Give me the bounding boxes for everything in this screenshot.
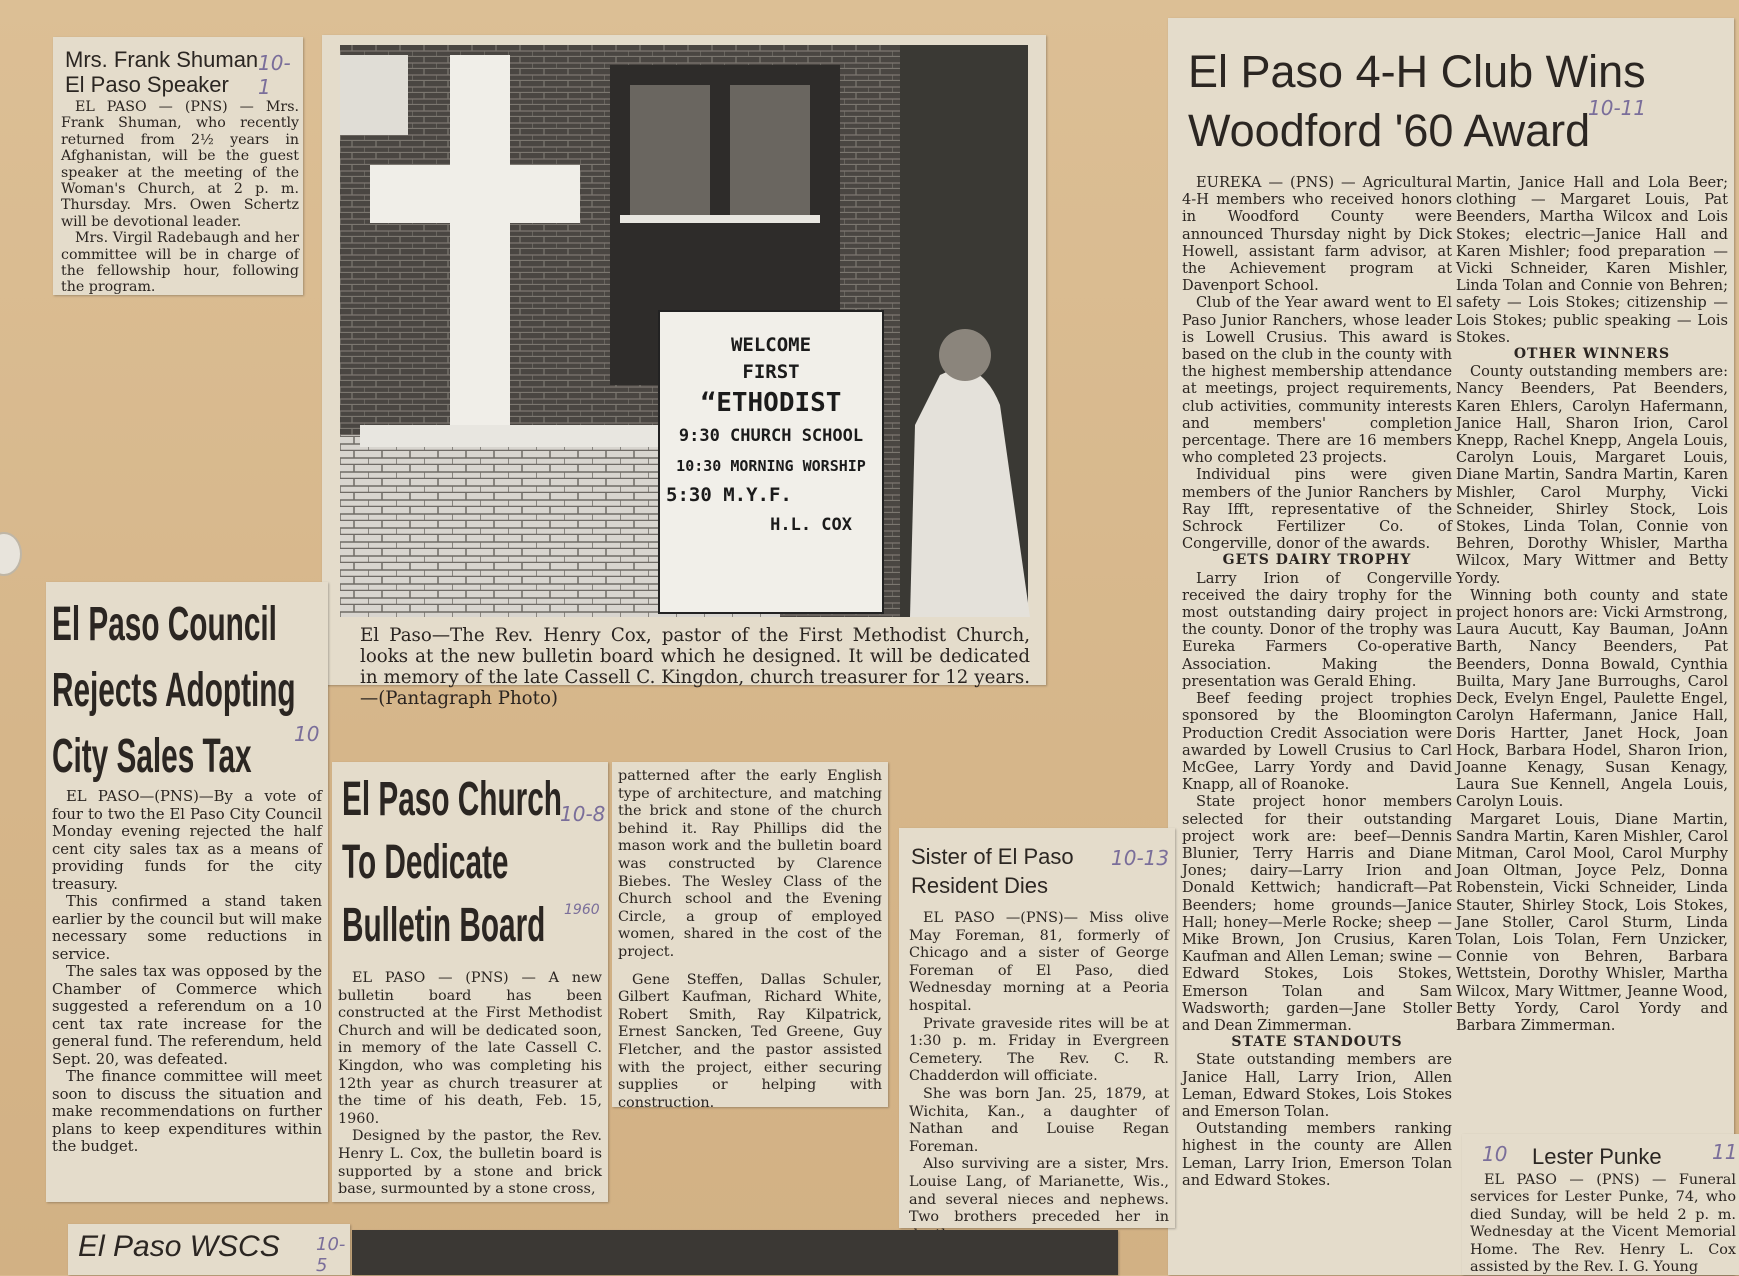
headline-line: El Paso Church (342, 773, 562, 826)
paragraph: The finance committee will meet soon to discuss the situation and make recommendations on further plans to keep expenditures within the budget. (52, 1068, 322, 1155)
headline (1188, 42, 1646, 160)
headline-line: Sister of El Paso (911, 844, 1074, 869)
sign-line: WELCOME (730, 334, 812, 356)
paragraph: Mrs. Virgil Radebaugh and her committee will be in charge of the fellowship hour, following the program. (61, 230, 299, 296)
paragraph: patterned after the early English type of architecture, and matching the brick and stone of the church behind it. Ray Phillips did the mason work and the bulletin board was constructed by Clarence Biebes. The Wesley Class of the Church school and the Evening Circle, a group of employed women, shared in the cost of the project. (618, 768, 882, 960)
headline-line: To Dedicate (342, 836, 509, 889)
paragraph: EUREKA — (PNS) — Agricultural 4-H members who received honors in Woodford County were announced Thursday night by Dick Howell, assistant farm advisor, at the Achievement program at Davenport School. (1182, 174, 1452, 295)
paragraph: Larry Irion of Congerville received the dairy trophy for the most outstanding dairy project in the county. Donor of the trophy was Eureka Farmers Co-operative Association. Making the presentation was Gerald Ehing. (1182, 569, 1452, 690)
clipping-wscs (68, 1224, 350, 1275)
sign-line: 10:30 MORNING WORSHIP (676, 457, 866, 475)
church-photo (340, 45, 1028, 617)
article-body: EL PASO — (PNS) — Funeral services for Lester Punke, 74, who died Sunday, will be held 2 p. m. Wednesday at the Vicent Memorial Home. The Rev. Henry L. Cox assisted by the Rev. I. G. Young (1470, 1172, 1736, 1276)
photo-caption: El Paso—The Rev. Henry Cox, pastor of the First Methodist Church, looks at the new bulletin board which he designed. It will be dedicated in memory of the late Cassell C. Kingdon, church treasurer for 12 years.—(Pantagraph Photo) (360, 625, 1030, 709)
handwritten-note: 1960 (564, 902, 600, 918)
bottom-photo-strip (352, 1230, 1118, 1275)
clipping-church (332, 762, 608, 1202)
headline (52, 592, 296, 790)
paragraph: Club of the Year award went to El Paso Junior Ranchers, whose leader is Lowell Crusius. This award is based on the club in the county with the highest membership attendance at meetings, project requirements, club activities, community interests and members' completion percentage. There are 16 members who completed 23 projects. (1182, 294, 1452, 467)
headline (342, 768, 562, 957)
handwritten-note: 10-8 (560, 802, 606, 826)
paragraph: Margaret Louis, Diane Martin, Sandra Martin, Karen Mishler, Carol Mitman, Carol Mool, Carol Murphy Joan Oltman, Joyce Pelz, Donna Robenstein, Vicki Schneider, Linda Stauter, Shirley Stock, Lois Stokes, Jane Stoller, Carol Sturm, Linda Tolan, Lois Tolan, Fern Unzicker, Connie von Behren, Barbara Wettstein, Dorothy Whisler, Martha Wilcox, Mary Wittmer, Jeanne Wood, Betty Yordy, Carol Yordy and Barbara Zimmerman. (1456, 810, 1728, 1034)
subheading: OTHER WINNERS (1513, 346, 1671, 363)
article-column (1456, 174, 1728, 1034)
sign-line: 9:30 CHURCH SCHOOL (678, 426, 864, 446)
headline (65, 47, 258, 97)
paragraph: Beef feeding project trophies sponsored by the Bloomington Production Credit Association were awarded by Lowell Crusius to Carl McGee, Larry Yordy and David Knapp, all of Roanoke. (1182, 690, 1452, 794)
handwritten-note: 10 (1482, 1142, 1508, 1166)
headline-line: Rejects Adopting (52, 664, 296, 717)
paragraph: Winning both county and state project honors are: Vicki Armstrong, Laura Aucutt, Kay Bauman, JoAnn Barth, Nancy Beenders, Pat Beenders, Donna Bowald, Cynthia Builta, Mary Jane Burroughs, Carol Deck, Evelyn Engel, Paulette Engel, Carolyn Hafermann, Janice Hall, Doris Hartter, Janet Hock, Joan Hock, Barbara Hodel, Sharon Irion, Joanne Kenagy, Susan Kenagy, Laura Sue Kennell, Angela Louis, Carolyn Louis. (1456, 586, 1728, 811)
headline-line: El Paso Council (52, 598, 277, 651)
paragraph: Outstanding members ranking highest in the county are Allen Leman, Larry Irion, Emerson Tolan and Edward Stokes. (1182, 1120, 1452, 1189)
clipping-sister (899, 828, 1175, 1228)
clipping-lester-punke (1462, 1134, 1739, 1275)
paragraph: State outstanding members are Janice Hall, Larry Irion, Allen Leman, Edward Stokes, Lois Stokes and Emerson Tolan. (1182, 1051, 1452, 1120)
paragraph: Also surviving are a sister, Mrs. Louise Lang, of Marianette, Wis., and several nieces and nephews. Two brothers preceded her in (909, 1156, 1169, 1226)
paragraph: Martin, Janice Hall and Lola Beer; clothing — Margaret Louis, Pat Beenders, Martha Wilcox and Lois Stokes; electric—Janice Hall and Karen Mishler; food preparation — Vicki Schneider, Karen Mishler, Linda Tolan and Connie von Behren; safety — Lois Stokes; citizenship — Lois Stokes; public speaking — Lois Stokes. (1456, 174, 1728, 346)
paragraph: Designed by the pastor, the Rev. Henry L. Cox, the bulletin board is supported by a stone and brick base, surmounted by a stone cross, (338, 1128, 602, 1198)
paragraph: Individual pins were given members of the Junior Ranchers by Ray Ifft, representative of the Schrock Fertilizer Co. of Congerville, donor of the awards. (1182, 466, 1452, 553)
headline-line: Resident Dies (911, 873, 1048, 898)
handwritten-note: 10-13 (1111, 846, 1170, 870)
handwritten-note: 10-5 (316, 1234, 346, 1276)
paragraph: The sales tax was opposed by the Chamber of Commerce which suggested a referendum on a 10 cent tax rate increase for the general fund. The referendum, held Sept. 20, was defeated. (52, 963, 322, 1068)
article-body (52, 788, 322, 1156)
paragraph: EL PASO — (PNS) — Mrs. Frank Shuman, who recently returned from 2½ years in Afghanistan, will be the guest speaker at the meeting of the Woman's Church, at 2 p. m. Thursday. Mrs. Owen Schertz will be devotional leader. (61, 99, 299, 230)
paragraph: EL PASO — (PNS) — A new bulletin board has been constructed at the First Methodist Church and will be dedicated soon, in memory of the late Cassell C. Kingdon, who was completing his 12th year as church treasurer at the time of his death, Feb. 15, 1960. (338, 970, 602, 1127)
paragraph: She was born Jan. 25, 1879, at Wichita, Kan., a daughter of Nathan and Louise Regan Foreman. (909, 1085, 1169, 1155)
sign-line: “ETHODIST (700, 388, 842, 418)
clipping-council (46, 582, 328, 1202)
sign-line: H.L. COX (770, 515, 852, 535)
headline-line: Mrs. Frank Shuman (65, 47, 259, 72)
paragraph: State project honor members selected for their outstanding project work are: beef—Dennis Blunier, Terry Harris and Diane Jones; dairy—Larry Irion and Donald Kettwich; handicraft—Pat Beenders; home grounds—Janice Hall; honey—Merle Rocke; sheep —Mike Brown, Jon Crusius, Karen Kaufman and Allen Leman; swine — Edward Stokes, Lois Stokes, Emerson Tolan and Sam Wadsworth; garden—Jane Stoller and Dean Zimmerman. (1182, 793, 1452, 1034)
clipping-church-continued (612, 762, 888, 1111)
headline: Lester Punke (1532, 1144, 1662, 1169)
headline-line: El Paso Speaker (65, 72, 229, 97)
headline-line: El Paso 4-H Club Wins (1188, 46, 1646, 97)
clipping-photo (322, 35, 1046, 709)
headline: El Paso WSCS (78, 1230, 280, 1263)
headline-line: Woodford '60 Award (1188, 105, 1591, 156)
headline-line: City Sales Tax (52, 730, 252, 783)
article-body (338, 970, 602, 1199)
paragraph: This confirmed a stand taken earlier by the council but will make necessary some reductions in service. (52, 893, 322, 963)
paragraph: EL PASO—(PNS)—By a vote of four to two the El Paso City Council Monday evening rejected the half cent city sales tax as a means of providing funds for the city treasury. (52, 788, 322, 893)
handwritten-note: 10-11 (1588, 96, 1647, 120)
handwritten-note: 10 (294, 722, 320, 746)
subheading: GETS DAIRY TROPHY (1222, 552, 1412, 569)
paragraph: County outstanding members are: Nancy Beenders, Pat Beenders, Karen Ehlers, Carolyn Hafermann, Janice Hall, Sharon Irion, Carol Knepp, Rachel Knepp, Angela Louis, Carolyn Louis, Margaret Louis, Diane Martin, Sandra Martin, Karen Mishler, Carol Murphy, Vicki Schneider, Shirley Stock, Lois Stokes, Linda Tolan, Connie von Behren, Dorothy Whisler, Martha Wilcox, Mary Wittmer and Betty Yordy. (1456, 363, 1728, 587)
punch-hole (0, 532, 22, 576)
headline (911, 842, 1074, 900)
clipping-4h-club (1168, 18, 1734, 1275)
article-body (618, 768, 882, 1112)
bulletin-sign (658, 310, 884, 614)
clipping-shuman (53, 37, 303, 295)
subheading: STATE STANDOUTS (1231, 1034, 1403, 1051)
sign-line: FIRST (742, 361, 800, 383)
article-column (1182, 174, 1452, 1189)
headline-line: Bulletin Board (342, 899, 546, 952)
article-body (61, 99, 299, 296)
sign-line: 5:30 M.Y.F. (666, 484, 792, 506)
paragraph: Gene Steffen, Dallas Schuler, Gilbert Kaufman, Richard White, Robert Smith, Ray Kilpatrick, Ernest Sancken, Ted Greene, Guy Fletcher, and the pastor assisted with the project, either securing supplies or helping with construction. (618, 971, 882, 1111)
article-body (909, 910, 1169, 1262)
paragraph: Private graveside rites will be at 1:30 p. m. Friday in Evergreen Cemetery. The Rev. C. R. Chadderdon will officiate. (909, 1015, 1169, 1085)
paragraph: EL PASO —(PNS)— Miss olive May Foreman, 81, formerly of Chicago and a sister of George Foreman of El Paso, died Wednesday morning at a Peoria hospital. (909, 910, 1169, 1014)
handwritten-note: 10-1 (258, 51, 291, 99)
handwritten-note: 11 (1712, 1140, 1738, 1164)
